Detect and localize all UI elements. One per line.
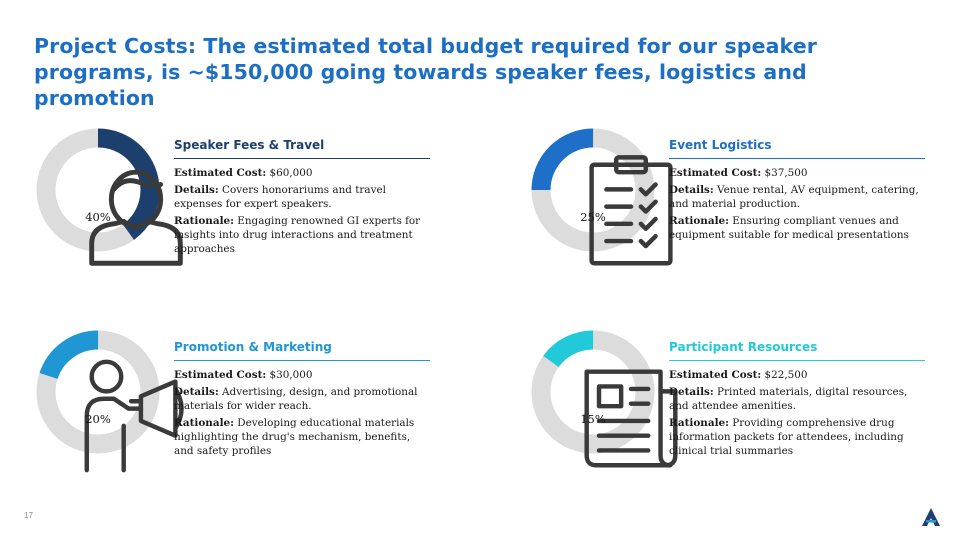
estimated-cost-line: Estimated Cost: $37,500 [669, 167, 808, 179]
rationale-line: Rationale: Providing comprehensive drug information packets for attendees, including clinical trial summaries [669, 417, 904, 457]
newspaper-icon [567, 352, 619, 404]
percent-label: 15% [580, 412, 606, 426]
block-heading: Speaker Fees & Travel [174, 136, 430, 159]
estimated-cost-line: Estimated Cost: $22,500 [669, 369, 808, 381]
block-heading: Promotion & Marketing [174, 338, 430, 361]
slide-title: Project Costs: The estimated total budget required for our speaker programs, is ~$150,000 going towards speaker fees, logistics and promotion [34, 34, 817, 110]
participant-resources-block [529, 328, 929, 478]
speaker-fees-text [174, 136, 430, 259]
promotion-text [174, 338, 430, 461]
percent-label: 40% [85, 210, 111, 224]
estimated-cost-line: Estimated Cost: $30,000 [174, 369, 313, 381]
block-heading: Participant Resources [669, 338, 925, 361]
page-number: 17 [24, 511, 33, 520]
promotion-donut [34, 328, 162, 456]
percent-label: 25% [580, 210, 606, 224]
rationale-line: Rationale: Engaging renowned GI experts for insights into drug interactions and treatment approaches [174, 215, 421, 255]
event-logistics-donut [529, 126, 657, 254]
details-line: Details: Advertising, design, and promotional materials for wider reach. [174, 386, 418, 412]
rationale-line: Rationale: Ensuring compliant venues and equipment suitable for medical presentations [669, 215, 909, 241]
speaker-fees-block [34, 126, 434, 276]
rationale-line: Rationale: Developing educational materials highlighting the drug's mechanism, benefits, and safety profiles [174, 417, 415, 457]
participant-resources-donut [529, 328, 657, 456]
percent-label: 20% [85, 412, 111, 426]
block-heading: Event Logistics [669, 136, 925, 159]
person-icon [72, 150, 124, 202]
checklist-clipboard-icon [567, 150, 619, 202]
block-details [669, 368, 925, 458]
details-line: Details: Covers honorariums and travel expenses for expert speakers. [174, 184, 386, 210]
company-logo-icon [920, 506, 942, 528]
details-line: Details: Printed materials, digital resources, and attendee amenities. [669, 386, 908, 412]
participant-resources-text [669, 338, 925, 461]
block-details [669, 166, 925, 242]
promotion-block [34, 328, 434, 478]
block-details [174, 368, 430, 458]
estimated-cost-line: Estimated Cost: $60,000 [174, 167, 313, 179]
megaphone-person-icon [72, 352, 124, 404]
event-logistics-text [669, 136, 925, 245]
details-line: Details: Venue rental, AV equipment, catering, and material production. [669, 184, 919, 210]
speaker-fees-donut [34, 126, 162, 254]
event-logistics-block [529, 126, 929, 276]
block-details [174, 166, 430, 256]
